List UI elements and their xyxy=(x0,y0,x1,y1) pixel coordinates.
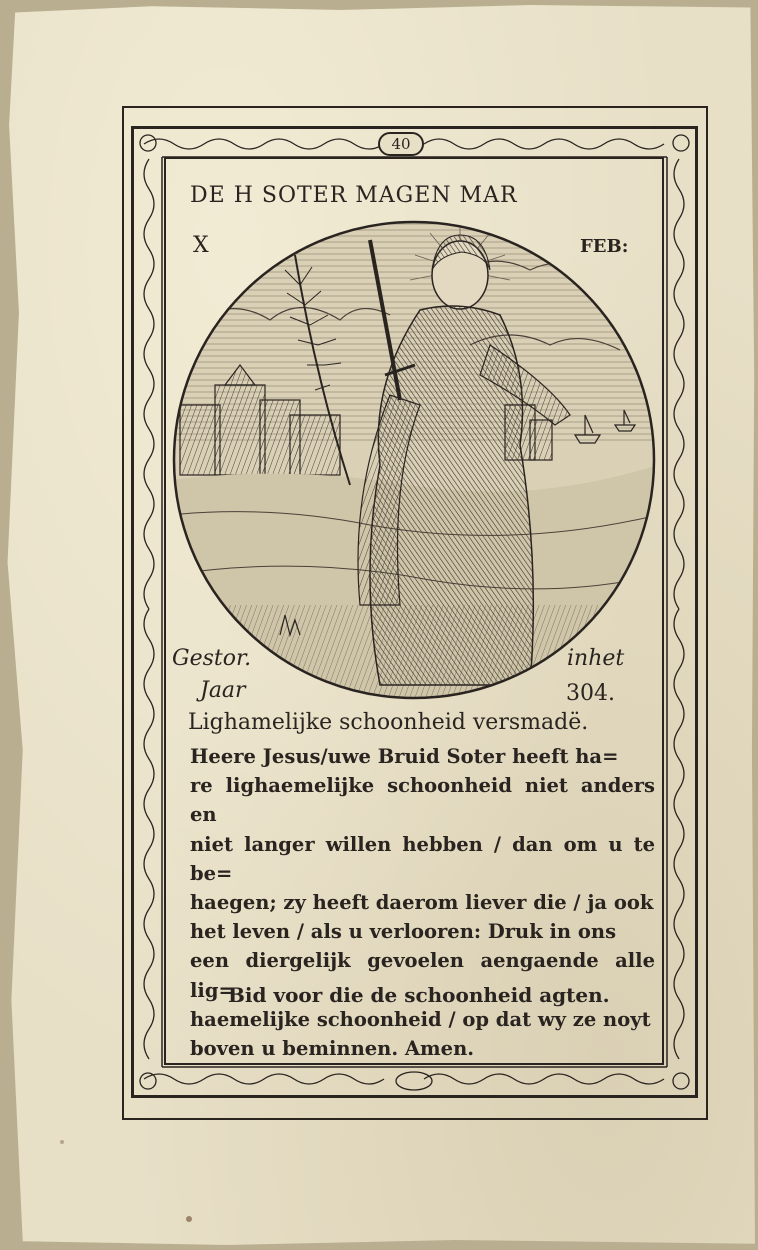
body-line: haemelijke schoonheid / op dat wy ze noyt xyxy=(190,1007,651,1031)
feast-day: X xyxy=(193,233,209,258)
body-line: Heere Jesus/uwe Bruid Soter heeft ha= xyxy=(190,745,619,768)
foxing-spot xyxy=(60,1140,64,1144)
closing-prayer: Bid voor die de schoonheid agten. xyxy=(228,983,610,1007)
body-line: het leven / als u verlooren: Druk in ons xyxy=(190,920,617,944)
body-line: re lighaemelijke schoonheid niet anders en xyxy=(190,774,655,827)
caption-in-the: inhet xyxy=(567,646,625,671)
feast-month: FEB: xyxy=(580,236,629,257)
saint-title: DE H SOTER MAGEN MAR xyxy=(190,183,518,208)
caption-year: 304. xyxy=(566,681,615,706)
saint-engraving xyxy=(170,215,658,705)
body-line: haegen; zy heeft daerom liever die / ja ook xyxy=(190,891,654,915)
body-line: boven u beminnen. Amen. xyxy=(190,1037,475,1061)
body-line: een diergelijk gevoelen aengaende alle lig= xyxy=(190,949,655,1002)
caption-year-label: Jaar xyxy=(200,678,246,703)
section-heading: Lighamelijke schoonheid versmadë. xyxy=(188,710,589,735)
caption-died: Gestor. xyxy=(172,646,252,671)
body-line: niet langer willen hebben / dan om u te be= xyxy=(190,832,655,885)
page-number: 40 xyxy=(378,132,424,156)
foxing-spot xyxy=(186,1216,192,1222)
prayer-body xyxy=(190,742,655,1063)
